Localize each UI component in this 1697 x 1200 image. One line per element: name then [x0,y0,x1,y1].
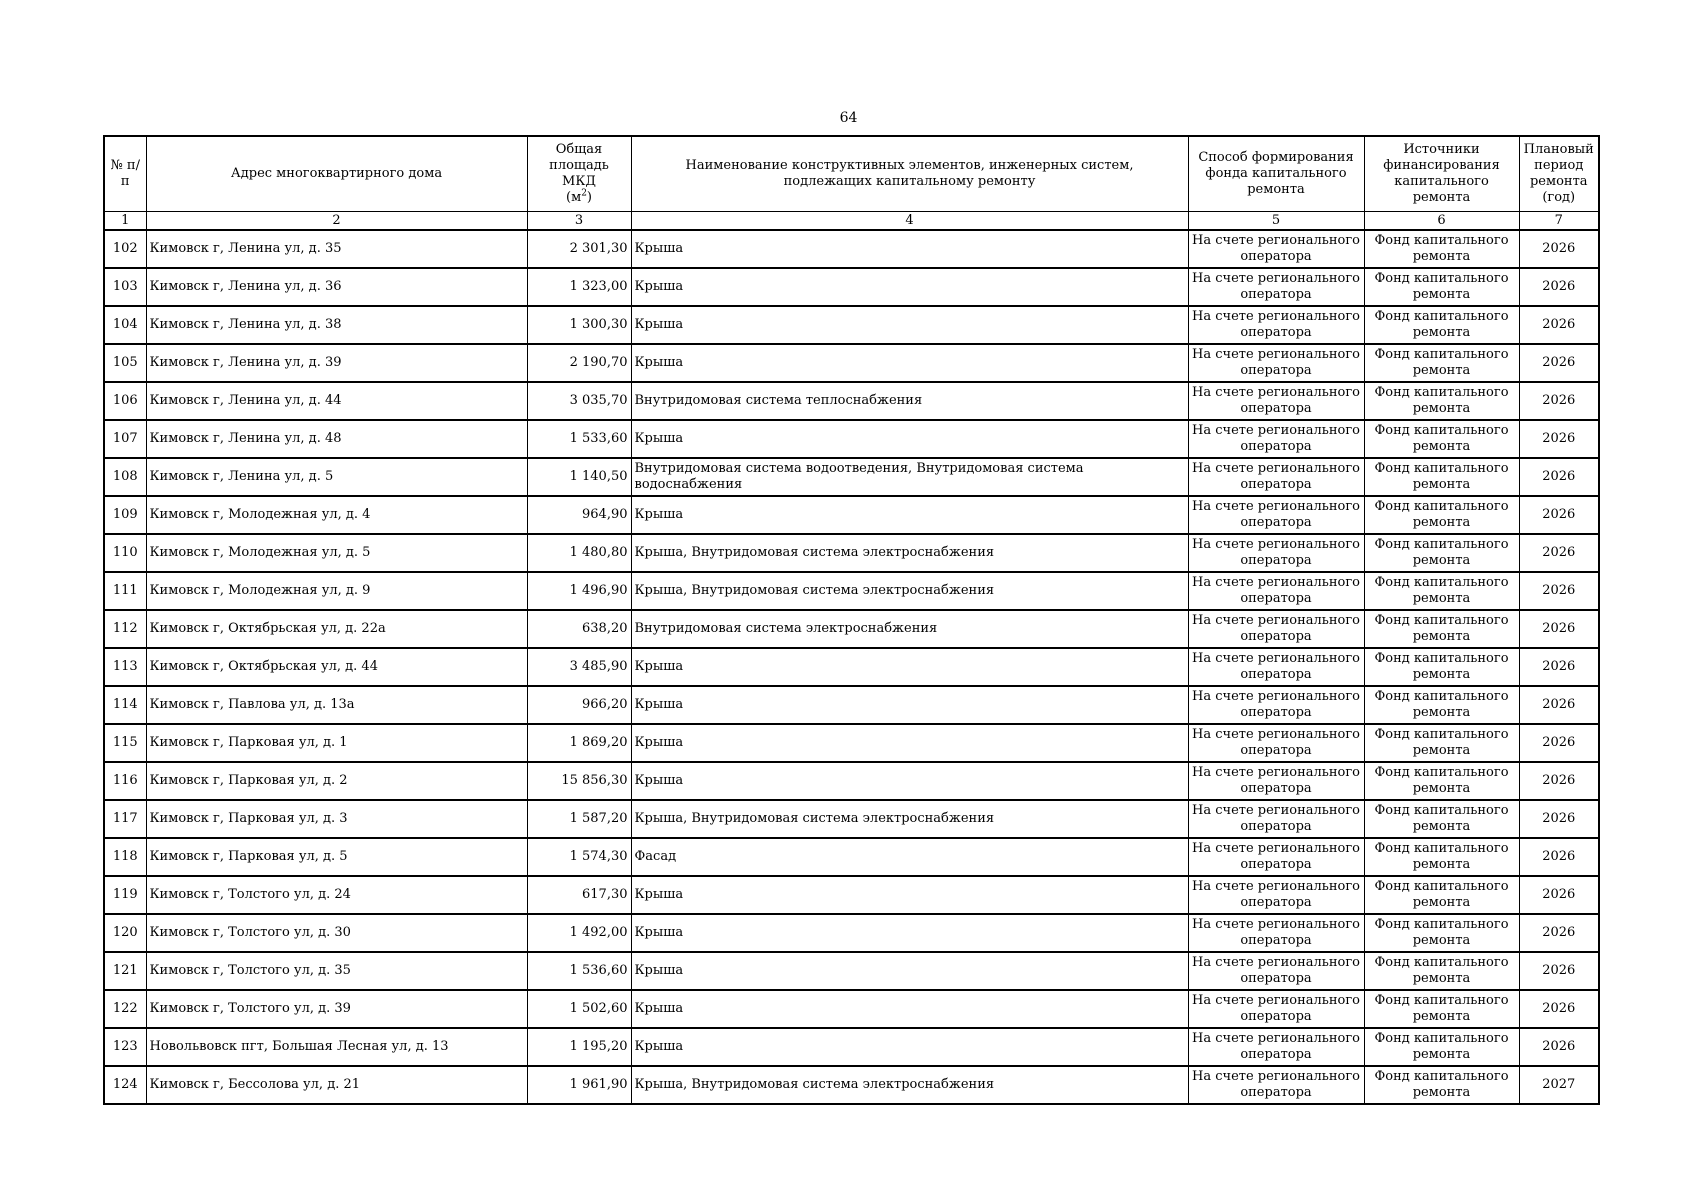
cell-address: Кимовск г, Ленина ул, д. 38 [146,306,527,344]
cell-area: 2 301,30 [527,230,631,268]
header-sources: Источники финансирования капитального ремонта [1364,136,1519,212]
cell-area: 1 492,00 [527,914,631,952]
cell-source: Фонд капитального ремонта [1364,838,1519,876]
cell-address: Кимовск г, Молодежная ул, д. 9 [146,572,527,610]
table-row [104,952,1599,990]
cell-method: На счете регионального оператора [1188,1028,1364,1066]
cell-address: Кимовск г, Павлова ул, д. 13а [146,686,527,724]
cell-num: 118 [104,838,146,876]
cell-source: Фонд капитального ремонта [1364,914,1519,952]
cell-area: 617,30 [527,876,631,914]
cell-source: Фонд капитального ремонта [1364,268,1519,306]
cell-year: 2026 [1519,686,1599,724]
cell-elements: Крыша [631,990,1188,1028]
table-row [104,838,1599,876]
cell-source: Фонд капитального ремонта [1364,496,1519,534]
column-number: 7 [1519,212,1599,231]
column-number: 2 [146,212,527,231]
cell-num: 107 [104,420,146,458]
cell-elements: Крыша [631,420,1188,458]
cell-area: 15 856,30 [527,762,631,800]
column-number: 5 [1188,212,1364,231]
cell-area: 1 480,80 [527,534,631,572]
cell-year: 2026 [1519,648,1599,686]
page-number: 64 [839,110,858,126]
table-row [104,1066,1599,1104]
header-method: Способ формирования фонда капитального ремонта [1188,136,1364,212]
cell-source: Фонд капитального ремонта [1364,458,1519,496]
cell-area: 1 300,30 [527,306,631,344]
cell-source: Фонд капитального ремонта [1364,724,1519,762]
cell-method: На счете регионального оператора [1188,876,1364,914]
cell-method: На счете регионального оператора [1188,1066,1364,1104]
cell-year: 2026 [1519,420,1599,458]
cell-year: 2026 [1519,990,1599,1028]
cell-year: 2026 [1519,800,1599,838]
cell-address: Кимовск г, Молодежная ул, д. 4 [146,496,527,534]
cell-address: Кимовск г, Молодежная ул, д. 5 [146,534,527,572]
cell-area: 1 869,20 [527,724,631,762]
cell-method: На счете регионального оператора [1188,496,1364,534]
cell-area: 3 035,70 [527,382,631,420]
cell-address: Кимовск г, Парковая ул, д. 2 [146,762,527,800]
cell-address: Кимовск г, Ленина ул, д. 44 [146,382,527,420]
cell-num: 108 [104,458,146,496]
cell-area: 2 190,70 [527,344,631,382]
table-row [104,230,1599,268]
table-row [104,268,1599,306]
cell-year: 2026 [1519,838,1599,876]
cell-year: 2026 [1519,1028,1599,1066]
table-row [104,382,1599,420]
cell-num: 110 [104,534,146,572]
cell-elements: Внутридомовая система водоотведения, Внутридомовая система водоснабжения [631,458,1188,496]
cell-area: 1 502,60 [527,990,631,1028]
cell-year: 2026 [1519,534,1599,572]
cell-method: На счете регионального оператора [1188,572,1364,610]
cell-source: Фонд капитального ремонта [1364,230,1519,268]
header-period: Плановый период ремонта (год) [1519,136,1599,212]
cell-year: 2026 [1519,914,1599,952]
cell-num: 113 [104,648,146,686]
cell-source: Фонд капитального ремонта [1364,990,1519,1028]
header-area-unit-close: ) [586,190,592,205]
cell-source: Фонд капитального ремонта [1364,344,1519,382]
cell-method: На счете регионального оператора [1188,382,1364,420]
table-row [104,1028,1599,1066]
cell-num: 104 [104,306,146,344]
cell-year: 2026 [1519,382,1599,420]
cell-source: Фонд капитального ремонта [1364,1028,1519,1066]
repair-program-table [103,135,1600,1105]
cell-source: Фонд капитального ремонта [1364,800,1519,838]
cell-address: Кимовск г, Толстого ул, д. 24 [146,876,527,914]
cell-elements: Внутридомовая система электроснабжения [631,610,1188,648]
cell-num: 120 [104,914,146,952]
cell-area: 1 574,30 [527,838,631,876]
cell-year: 2026 [1519,572,1599,610]
cell-source: Фонд капитального ремонта [1364,306,1519,344]
table-row [104,344,1599,382]
cell-num: 124 [104,1066,146,1104]
header-num: № п/п [104,136,146,212]
header-area-unit-sup: 2 [581,188,587,199]
cell-elements: Крыша [631,344,1188,382]
table-row [104,420,1599,458]
cell-elements: Крыша [631,686,1188,724]
cell-num: 105 [104,344,146,382]
header-area-unit: (м [566,190,582,205]
cell-num: 123 [104,1028,146,1066]
cell-method: На счете регионального оператора [1188,344,1364,382]
cell-source: Фонд капитального ремонта [1364,1066,1519,1104]
column-number: 1 [104,212,146,231]
cell-num: 117 [104,800,146,838]
header-elements: Наименование конструктивных элементов, инженерных систем, подлежащих капитальному ремонту [631,136,1188,212]
header-area [527,136,631,212]
cell-method: На счете регионального оператора [1188,914,1364,952]
cell-area: 1 961,90 [527,1066,631,1104]
cell-year: 2026 [1519,876,1599,914]
cell-elements: Крыша [631,496,1188,534]
cell-elements: Крыша [631,724,1188,762]
cell-area: 1 496,90 [527,572,631,610]
cell-method: На счете регионального оператора [1188,230,1364,268]
cell-year: 2026 [1519,762,1599,800]
cell-address: Кимовск г, Ленина ул, д. 36 [146,268,527,306]
cell-method: На счете регионального оператора [1188,268,1364,306]
table-row [104,686,1599,724]
cell-elements: Крыша [631,306,1188,344]
cell-elements: Крыша [631,762,1188,800]
cell-area: 3 485,90 [527,648,631,686]
cell-address: Кимовск г, Парковая ул, д. 1 [146,724,527,762]
cell-address: Кимовск г, Бессолова ул, д. 21 [146,1066,527,1104]
cell-address: Кимовск г, Октябрьская ул, д. 22а [146,610,527,648]
cell-elements: Крыша [631,914,1188,952]
cell-num: 112 [104,610,146,648]
cell-year: 2026 [1519,952,1599,990]
cell-address: Кимовск г, Парковая ул, д. 5 [146,838,527,876]
cell-elements: Крыша, Внутридомовая система электроснабжения [631,534,1188,572]
cell-method: На счете регионального оператора [1188,534,1364,572]
cell-elements: Фасад [631,838,1188,876]
cell-address: Кимовск г, Ленина ул, д. 39 [146,344,527,382]
table-row [104,876,1599,914]
cell-elements: Крыша [631,648,1188,686]
cell-area: 1 195,20 [527,1028,631,1066]
cell-method: На счете регионального оператора [1188,838,1364,876]
cell-area: 964,90 [527,496,631,534]
cell-area: 1 533,60 [527,420,631,458]
cell-year: 2026 [1519,268,1599,306]
table-row [104,762,1599,800]
cell-num: 114 [104,686,146,724]
cell-address: Кимовск г, Октябрьская ул, д. 44 [146,648,527,686]
cell-num: 111 [104,572,146,610]
table-header-row [104,136,1599,212]
cell-method: На счете регионального оператора [1188,306,1364,344]
cell-area: 1 323,00 [527,268,631,306]
table-row [104,990,1599,1028]
cell-elements: Крыша [631,268,1188,306]
cell-source: Фонд капитального ремонта [1364,876,1519,914]
cell-method: На счете регионального оператора [1188,952,1364,990]
cell-area: 1 536,60 [527,952,631,990]
cell-method: На счете регионального оператора [1188,724,1364,762]
cell-elements: Крыша, Внутридомовая система электроснабжения [631,800,1188,838]
table-body [104,230,1599,1104]
cell-year: 2026 [1519,610,1599,648]
table-row [104,458,1599,496]
table-row [104,648,1599,686]
cell-method: На счете регионального оператора [1188,800,1364,838]
cell-num: 115 [104,724,146,762]
cell-address: Кимовск г, Ленина ул, д. 35 [146,230,527,268]
cell-num: 122 [104,990,146,1028]
cell-num: 116 [104,762,146,800]
cell-year: 2026 [1519,230,1599,268]
cell-source: Фонд капитального ремонта [1364,572,1519,610]
cell-num: 102 [104,230,146,268]
cell-year: 2026 [1519,458,1599,496]
cell-address: Кимовск г, Парковая ул, д. 3 [146,800,527,838]
cell-address: Новольвовск пгт, Большая Лесная ул, д. 13 [146,1028,527,1066]
column-number: 6 [1364,212,1519,231]
cell-method: На счете регионального оператора [1188,420,1364,458]
column-number: 3 [527,212,631,231]
cell-year: 2026 [1519,306,1599,344]
cell-elements: Крыша [631,876,1188,914]
cell-address: Кимовск г, Ленина ул, д. 48 [146,420,527,458]
cell-num: 109 [104,496,146,534]
table-row [104,496,1599,534]
table-row [104,914,1599,952]
cell-elements: Крыша [631,1028,1188,1066]
cell-elements: Внутридомовая система теплоснабжения [631,382,1188,420]
cell-source: Фонд капитального ремонта [1364,420,1519,458]
cell-year: 2026 [1519,724,1599,762]
cell-year: 2027 [1519,1066,1599,1104]
cell-num: 103 [104,268,146,306]
table-row [104,610,1599,648]
cell-source: Фонд капитального ремонта [1364,534,1519,572]
table-row [104,306,1599,344]
cell-address: Кимовск г, Толстого ул, д. 30 [146,914,527,952]
cell-elements: Крыша, Внутридомовая система электроснабжения [631,572,1188,610]
table-row [104,534,1599,572]
cell-area: 1 587,20 [527,800,631,838]
cell-address: Кимовск г, Ленина ул, д. 5 [146,458,527,496]
cell-area: 1 140,50 [527,458,631,496]
cell-method: На счете регионального оператора [1188,610,1364,648]
cell-source: Фонд капитального ремонта [1364,382,1519,420]
cell-method: На счете регионального оператора [1188,458,1364,496]
cell-year: 2026 [1519,496,1599,534]
column-number: 4 [631,212,1188,231]
table-row [104,724,1599,762]
cell-year: 2026 [1519,344,1599,382]
cell-address: Кимовск г, Толстого ул, д. 39 [146,990,527,1028]
column-numbers-row [104,212,1599,231]
header-address: Адрес многоквартирного дома [146,136,527,212]
cell-method: На счете регионального оператора [1188,762,1364,800]
table-row [104,800,1599,838]
header-area-label: Общая площадь МКД [549,142,609,189]
cell-source: Фонд капитального ремонта [1364,952,1519,990]
cell-address: Кимовск г, Толстого ул, д. 35 [146,952,527,990]
cell-elements: Крыша [631,952,1188,990]
cell-source: Фонд капитального ремонта [1364,686,1519,724]
cell-area: 638,20 [527,610,631,648]
cell-method: На счете регионального оператора [1188,648,1364,686]
cell-source: Фонд капитального ремонта [1364,762,1519,800]
cell-num: 119 [104,876,146,914]
table-row [104,572,1599,610]
cell-elements: Крыша, Внутридомовая система электроснабжения [631,1066,1188,1104]
cell-num: 106 [104,382,146,420]
cell-method: На счете регионального оператора [1188,686,1364,724]
cell-area: 966,20 [527,686,631,724]
cell-source: Фонд капитального ремонта [1364,610,1519,648]
cell-source: Фонд капитального ремонта [1364,648,1519,686]
cell-num: 121 [104,952,146,990]
cell-method: На счете регионального оператора [1188,990,1364,1028]
cell-elements: Крыша [631,230,1188,268]
